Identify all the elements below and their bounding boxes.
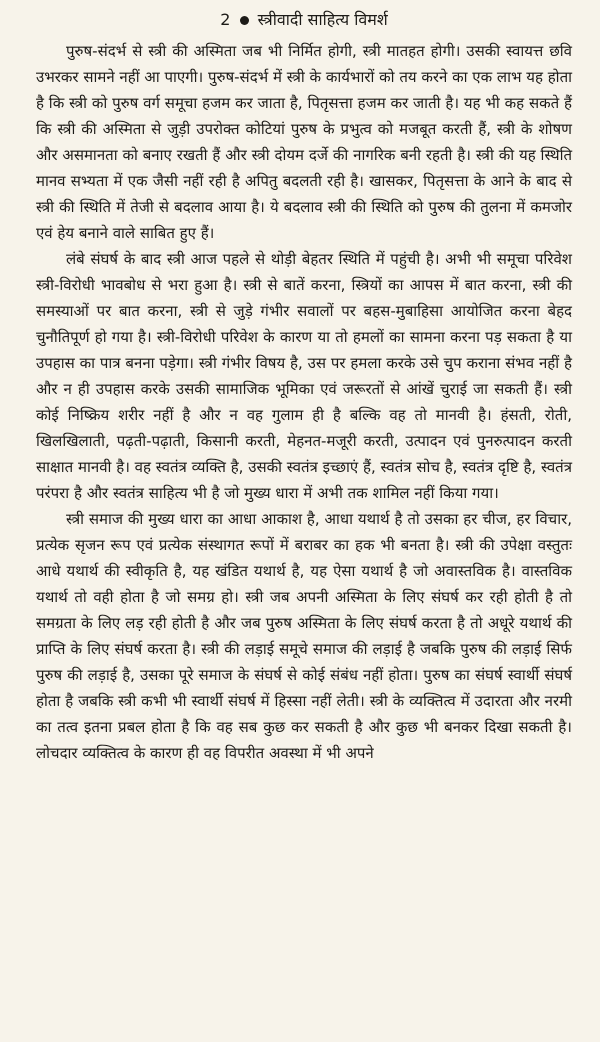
page-number: 2 [220, 10, 231, 29]
bullet-dot-icon [240, 16, 249, 25]
header-title: स्त्रीवादी साहित्य विमर्श [257, 10, 388, 29]
paragraph-1: पुरुष-संदर्भ से स्त्री की अस्मिता जब भी निर्मित होगी, स्त्री मातहत होगी। उसकी स्वायत्त छवि उभरकर सामने नहीं आ पाएगी। पुरुष-संदर्भ में स्त्री के कार्यभारों को तय करने का एक लाभ यह होता है कि स्त्री को पुरुष वर्ग समूचा हजम कर जाता है, पितृसत्ता हजम कर जाती है। यह भी कह सकते हैं कि स्त्री की अस्मिता से जुड़ी उपरोक्त कोटियां पुरुष के प्रभुत्व को मजबूत करती हैं, स्त्री के शोषण और असमानता को बनाए रखती हैं और स्त्री दोयम दर्जे की नागरिक बनी रहती है। स्त्री की यह स्थिति मानव सभ्यता में एक जैसी नहीं रही है अपितु बदलती रही है। खासकर, पितृसत्ता के आने के बाद से स्त्री की स्थिति में तेजी से बदलाव आया है। ये बदलाव स्त्री की स्थिति को पुरुष की तुलना में कमजोर एवं हेय बनाने वाले साबित हुए हैं। [36, 42, 572, 242]
paragraph-2: लंबे संघर्ष के बाद स्त्री आज पहले से थोड़ी बेहतर स्थिति में पहुंची है। अभी भी समूचा परिवेश स्त्री-विरोधी भावबोध से भरा हुआ है। स्त्री से बातें करना, स्त्रियों का आपस में बात करना, स्त्री की समस्याओं पर बात करना, स्त्री से जुड़े गंभीर सवालों पर बहस-मुबाहिसा आयोजित करना बेहद चुनौतिपूर्ण हो गया है। स्त्री-विरोधी परिवेश के कारण या तो हमलों का सामना करना पड़ सकता है या उपहास का पात्र बनना पड़ेगा। स्त्री गंभीर विषय है, उस पर हमला करके उसे चुप कराना संभव नहीं है और न ही उपहास करके उसकी सामाजिक भूमिका एवं जरूरतों से आंखें चुराई जा सकती हैं। स्त्री कोई निष्क्रिय शरीर नहीं है और न वह गुलाम ही है बल्कि वह तो मानवी है। हंसती, रोती, खिलखिलाती, पढ़ती-पढ़ाती, किसानी करती, मेहनत-मजूरी करती, उत्पादन एवं पुनरुत्पादन करती साक्षात मानवी है। वह स्वतंत्र व्यक्ति है, उसकी स्वतंत्र इच्छाएं हैं, स्वतंत्र सोच है, स्वतंत्र दृष्टि है, स्वतंत्र परंपरा है और स्वतंत्र साहित्य भी है जो मुख्य धारा में अभी तक शामिल नहीं किया गया। [36, 250, 572, 502]
paragraph-3: स्त्री समाज की मुख्य धारा का आधा आकाश है, आधा यथार्थ है तो उसका हर चीज, हर विचार, प्रत्येक सृजन रूप एवं प्रत्येक संस्थागत रूपों में बराबर का हक भी बनता है। स्त्री की उपेक्षा वस्तुतः आधे यथार्थ की स्वीकृति है, यह खंडित यथार्थ है, यह ऐसा यथार्थ है जो अवास्तविक है। वास्तविक यथार्थ तो वही होता है जो समग्र हो। स्त्री जब अपनी अस्मिता के लिए संघर्ष कर रही होती है तो समग्रता के लिए लड़ रही होती है और जब पुरुष अस्मिता के लिए संघर्ष करता है तो अधूरे यथार्थ की प्राप्ति के लिए संघर्ष करता है। स्त्री की लड़ाई समूचे समाज की लड़ाई है जबकि पुरुष की लड़ाई सिर्फ पुरुष की लड़ाई है, उसका पूरे समाज के संघर्ष से कोई संबंध नहीं होता। पुरुष का संघर्ष स्वार्थी संघर्ष होता है जबकि स्त्री कभी भी स्वार्थी संघर्ष में हिस्सा नहीं लेती। स्त्री के व्यक्तित्व में उदारता और नरमी का तत्व इतना प्रबल होता है कि वह सब कुछ कर सकती है और कुछ भी बनकर दिखा सकती है। लोचदार व्यक्तित्व के कारण ही वह विपरीत अवस्था में भी अपने [36, 510, 572, 762]
running-header [36, 8, 572, 32]
